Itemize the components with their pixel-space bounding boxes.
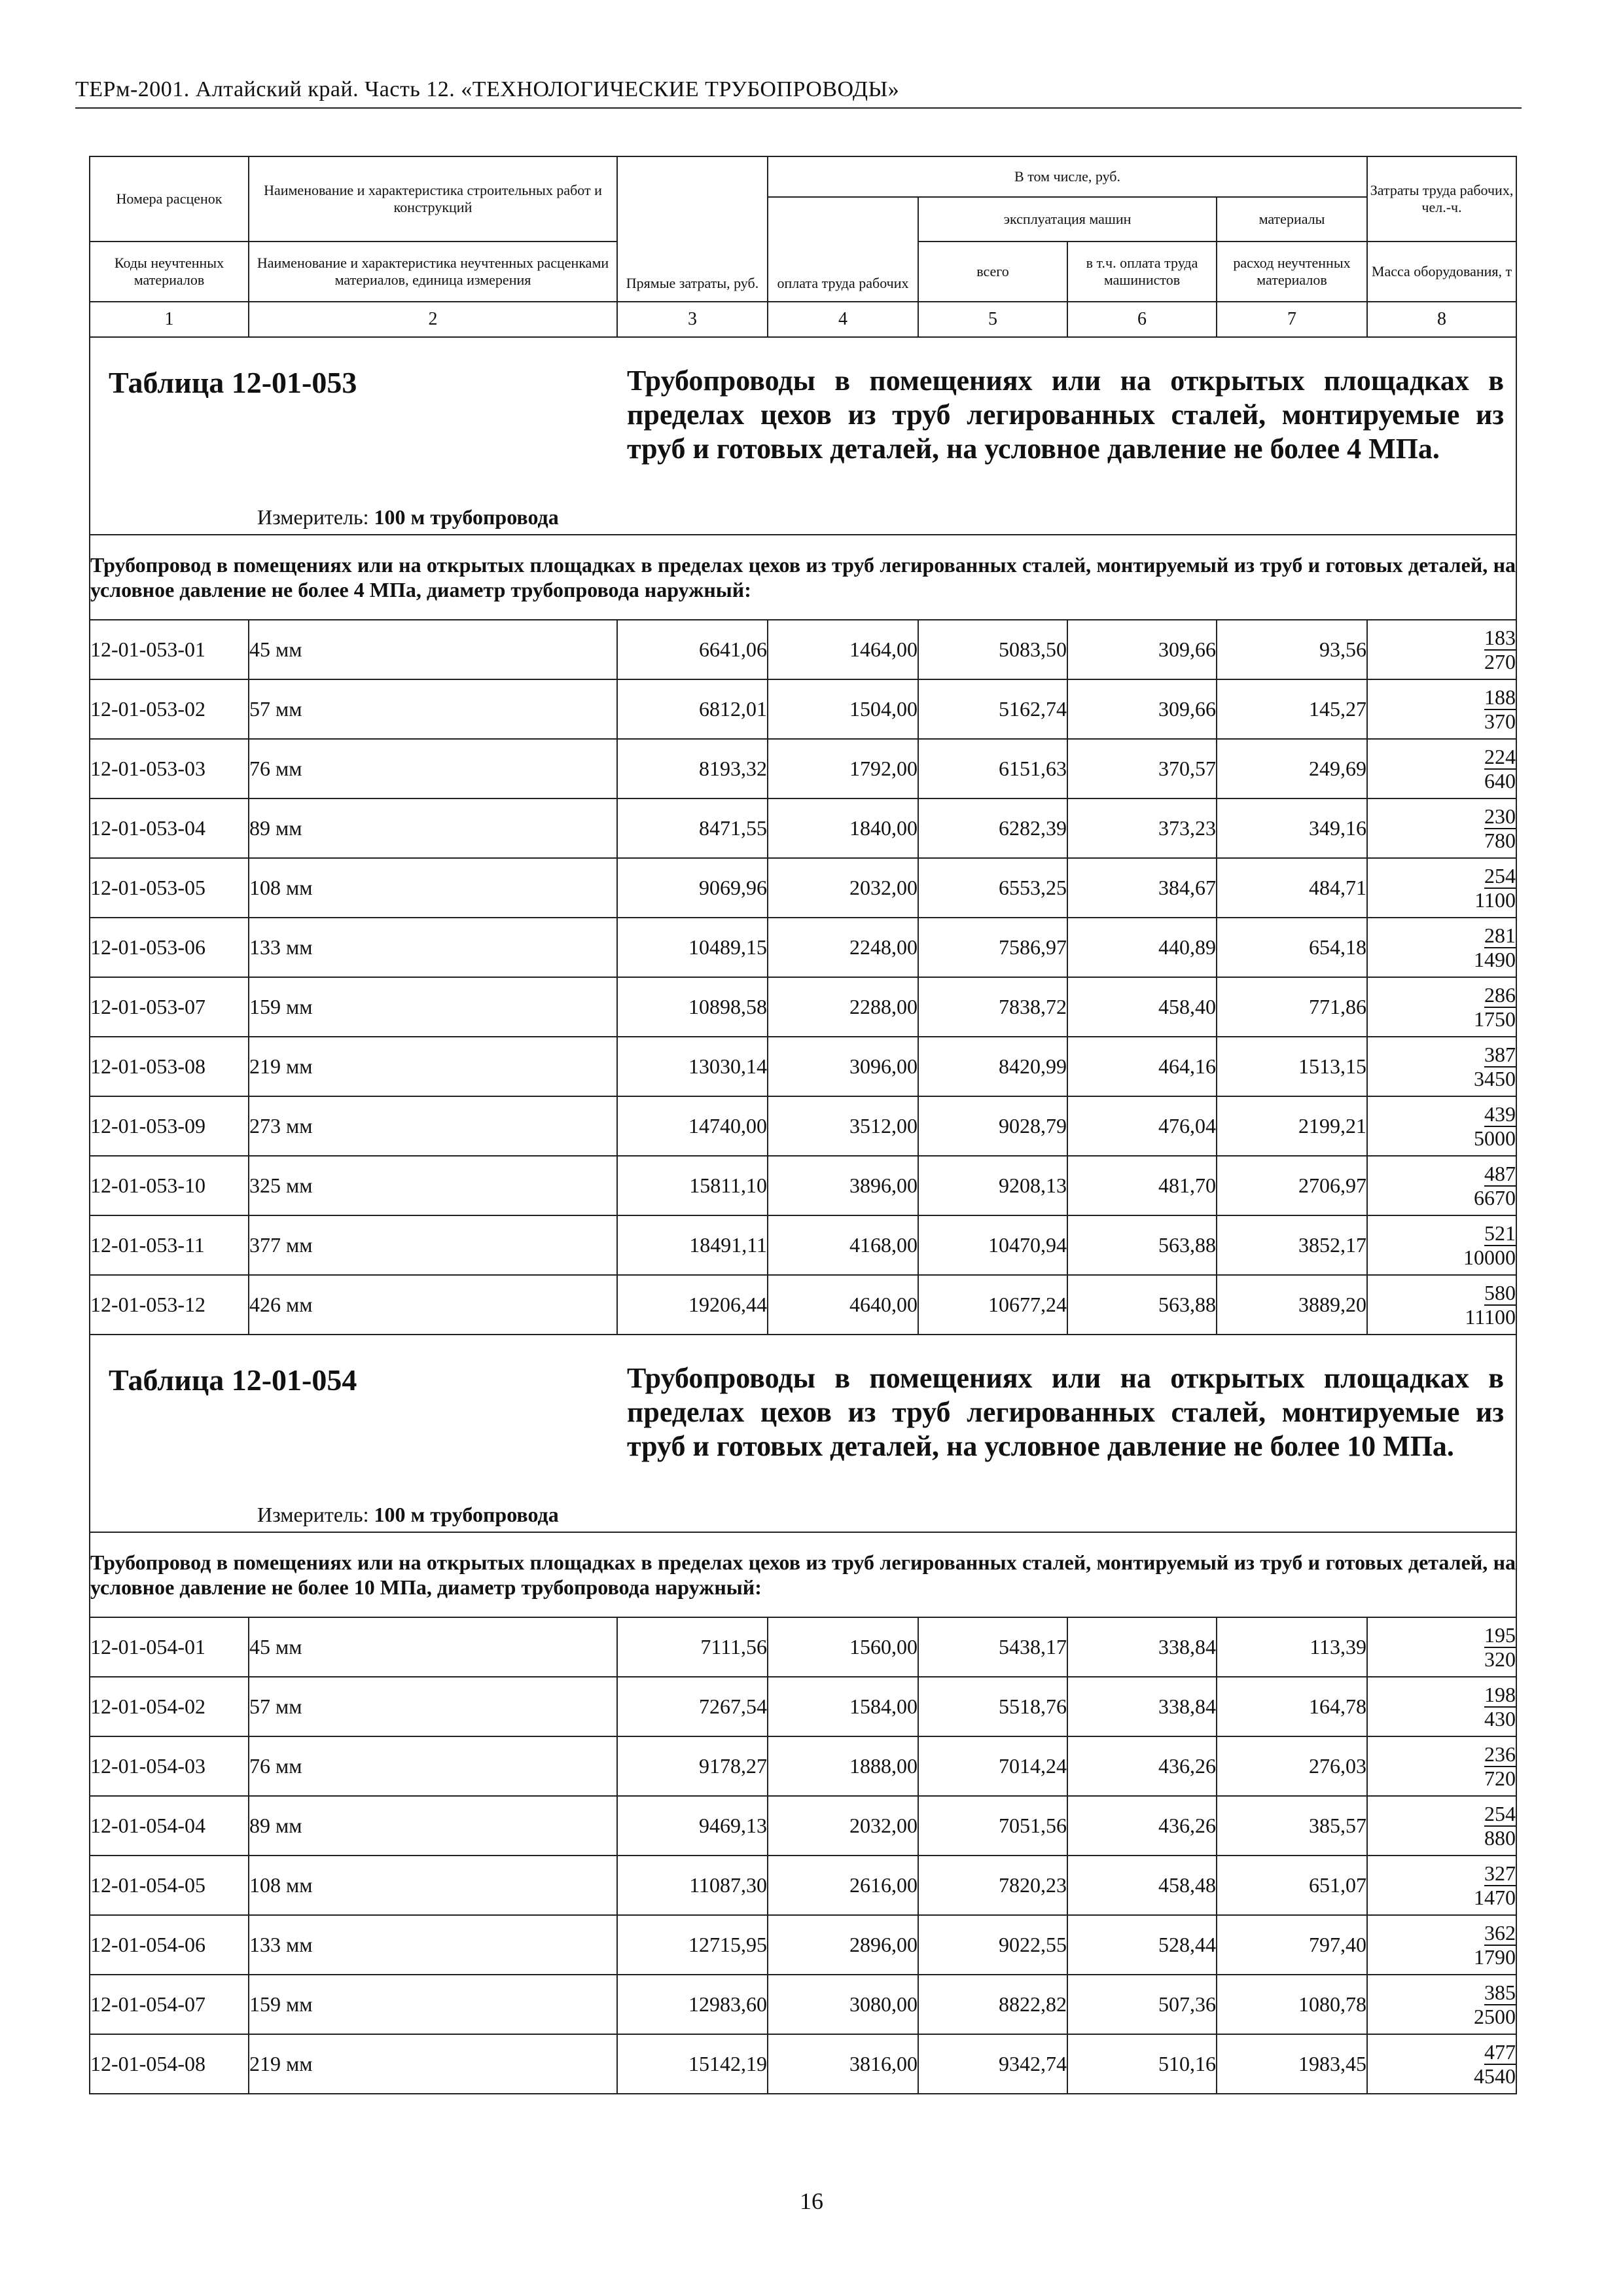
pipe-diameter: 325 мм: [249, 1156, 617, 1215]
pipe-diameter: 108 мм: [249, 858, 617, 918]
labor-pay: 1464,00: [768, 620, 918, 679]
machinists-pay: 563,88: [1067, 1275, 1217, 1335]
col-number: 4: [768, 302, 918, 337]
table-row: [90, 1275, 1516, 1335]
table-row: [90, 620, 1516, 679]
machines-total: 7820,23: [918, 1856, 1067, 1915]
equipment-mass: 1490: [1474, 948, 1516, 971]
machinists-pay: 507,36: [1067, 1975, 1217, 2034]
pipe-diameter: 159 мм: [249, 977, 617, 1037]
equipment-mass: 2500: [1474, 2005, 1516, 2028]
machines-total: 7586,97: [918, 918, 1067, 977]
pipe-diameter: 57 мм: [249, 1677, 617, 1736]
labor-hours: 230: [1484, 804, 1516, 828]
measure-label: Измеритель:: [257, 505, 369, 529]
labor-mass-fraction: [1367, 1215, 1516, 1275]
labor-hours: 198: [1484, 1683, 1516, 1706]
labor-hours: 487: [1484, 1162, 1516, 1185]
col-number: 8: [1367, 302, 1516, 337]
table-row: [90, 679, 1516, 739]
machines-total: 5518,76: [918, 1677, 1067, 1736]
machinists-pay: 309,66: [1067, 679, 1217, 739]
labor-mass-fraction: [1367, 2034, 1516, 2094]
labor-mass-fraction: [1367, 1037, 1516, 1096]
hdr-labor-cost: Затраты труда рабочих, чел.-ч.: [1367, 156, 1516, 242]
section-header-row: [90, 337, 1516, 535]
labor-mass-fraction: [1367, 1275, 1516, 1335]
table-row: [90, 918, 1516, 977]
rate-code: 12-01-053-05: [90, 858, 249, 918]
labor-pay: 2032,00: [768, 858, 918, 918]
pipe-diameter: 89 мм: [249, 1796, 617, 1856]
materials-cost: 249,69: [1217, 739, 1367, 798]
rate-code: 12-01-054-02: [90, 1677, 249, 1736]
equipment-mass: 720: [1484, 1767, 1516, 1790]
labor-mass-fraction: [1367, 1736, 1516, 1796]
table-row: [90, 2034, 1516, 2094]
price-table: [89, 156, 1517, 2094]
section-title: Трубопроводы в помещениях или на открытых площадках в пределах цехов из труб легированных сталей, монтируемые из труб и готовых деталей, на условное давление не более 10 МПа.: [627, 1362, 1504, 1462]
labor-mass-fraction: [1367, 1156, 1516, 1215]
rate-code: 12-01-053-04: [90, 798, 249, 858]
direct-costs: 8471,55: [617, 798, 768, 858]
machines-total: 6282,39: [918, 798, 1067, 858]
labor-pay: 3096,00: [768, 1037, 918, 1096]
section-label: Таблица 12-01-054: [109, 1363, 357, 1397]
col-number: 5: [918, 302, 1067, 337]
machinists-pay: 384,67: [1067, 858, 1217, 918]
labor-pay: 1840,00: [768, 798, 918, 858]
table-row: [90, 977, 1516, 1037]
hdr-total: всего: [918, 242, 1067, 302]
table-row: [90, 1796, 1516, 1856]
machinists-pay: 476,04: [1067, 1096, 1217, 1156]
rate-code: 12-01-054-08: [90, 2034, 249, 2094]
equipment-mass: 3450: [1474, 1067, 1516, 1090]
machines-total: 7014,24: [918, 1736, 1067, 1796]
direct-costs: 7267,54: [617, 1677, 768, 1736]
equipment-mass: 6670: [1474, 1186, 1516, 1210]
machines-total: 10677,24: [918, 1275, 1067, 1335]
materials-cost: 1080,78: [1217, 1975, 1367, 2034]
equipment-mass: 10000: [1463, 1246, 1516, 1269]
col-number: 3: [617, 302, 768, 337]
materials-cost: 385,57: [1217, 1796, 1367, 1856]
labor-pay: 2288,00: [768, 977, 918, 1037]
machinists-pay: 338,84: [1067, 1617, 1217, 1677]
labor-mass-fraction: [1367, 1096, 1516, 1156]
rate-code: 12-01-053-03: [90, 739, 249, 798]
direct-costs: 14740,00: [617, 1096, 768, 1156]
labor-pay: 1584,00: [768, 1677, 918, 1736]
labor-pay: 3512,00: [768, 1096, 918, 1156]
rate-code: 12-01-054-07: [90, 1975, 249, 2034]
table-row: [90, 1915, 1516, 1975]
machinists-pay: 373,23: [1067, 798, 1217, 858]
rate-code: 12-01-053-06: [90, 918, 249, 977]
labor-hours: 188: [1484, 685, 1516, 709]
page-header: ТЕРм-2001. Алтайский край. Часть 12. «ТЕХНОЛОГИЧЕСКИЕ ТРУБОПРОВОДЫ»: [75, 77, 900, 101]
materials-cost: 651,07: [1217, 1856, 1367, 1915]
labor-hours: 362: [1484, 1921, 1516, 1945]
rate-code: 12-01-053-07: [90, 977, 249, 1037]
pipe-diameter: 57 мм: [249, 679, 617, 739]
labor-hours: 224: [1484, 745, 1516, 768]
machinists-pay: 338,84: [1067, 1677, 1217, 1736]
pipe-diameter: 377 мм: [249, 1215, 617, 1275]
labor-hours: 580: [1484, 1281, 1516, 1304]
machines-total: 6553,25: [918, 858, 1067, 918]
pipe-diameter: 76 мм: [249, 739, 617, 798]
materials-cost: 2199,21: [1217, 1096, 1367, 1156]
machinists-pay: 436,26: [1067, 1796, 1217, 1856]
section-description-row: [90, 1532, 1516, 1617]
equipment-mass: 320: [1484, 1647, 1516, 1671]
direct-costs: 9178,27: [617, 1736, 768, 1796]
pipe-diameter: 273 мм: [249, 1096, 617, 1156]
table-row: [90, 739, 1516, 798]
direct-costs: 18491,11: [617, 1215, 768, 1275]
machines-total: 5083,50: [918, 620, 1067, 679]
col-number: 7: [1217, 302, 1367, 337]
direct-costs: 12983,60: [617, 1975, 768, 2034]
section-header: [90, 1335, 1516, 1532]
section-label: Таблица 12-01-053: [109, 366, 357, 399]
hdr-mass: Масса оборудования, т: [1367, 242, 1516, 302]
materials-cost: 797,40: [1217, 1915, 1367, 1975]
direct-costs: 19206,44: [617, 1275, 768, 1335]
table-row: [90, 1215, 1516, 1275]
machinists-pay: 464,16: [1067, 1037, 1217, 1096]
labor-pay: 1504,00: [768, 679, 918, 739]
direct-costs: 6641,06: [617, 620, 768, 679]
direct-costs: 9069,96: [617, 858, 768, 918]
labor-hours: 521: [1484, 1221, 1516, 1245]
machines-total: 10470,94: [918, 1215, 1067, 1275]
hdr-name2: Наименование и характеристика неучтенных расценками материалов, единица измерения: [249, 242, 617, 302]
labor-mass-fraction: [1367, 798, 1516, 858]
rate-code: 12-01-053-01: [90, 620, 249, 679]
pipe-diameter: 89 мм: [249, 798, 617, 858]
equipment-mass: 11100: [1465, 1305, 1516, 1329]
materials-cost: 3852,17: [1217, 1215, 1367, 1275]
table-row: [90, 1037, 1516, 1096]
hdr-codes: Номера расценок: [90, 156, 249, 242]
direct-costs: 10898,58: [617, 977, 768, 1037]
section-measure: [257, 1503, 559, 1527]
hdr-codes2: Коды неучтенных материалов: [90, 242, 249, 302]
rate-code: 12-01-053-12: [90, 1275, 249, 1335]
rate-code: 12-01-053-02: [90, 679, 249, 739]
section-header-row: [90, 1335, 1516, 1532]
hdr-direct: Прямые затраты, руб.: [617, 156, 768, 302]
labor-hours: 281: [1484, 924, 1516, 947]
table-row: [90, 1156, 1516, 1215]
direct-costs: 6812,01: [617, 679, 768, 739]
machines-total: 8822,82: [918, 1975, 1067, 2034]
direct-costs: 12715,95: [617, 1915, 768, 1975]
labor-pay: 2616,00: [768, 1856, 918, 1915]
labor-mass-fraction: [1367, 858, 1516, 918]
rate-code: 12-01-054-01: [90, 1617, 249, 1677]
rate-code: 12-01-054-03: [90, 1736, 249, 1796]
labor-hours: 254: [1484, 864, 1516, 888]
labor-hours: 439: [1484, 1102, 1516, 1126]
machinists-pay: 481,70: [1067, 1156, 1217, 1215]
measure-value: 100 м трубопровода: [374, 505, 559, 529]
machinists-pay: 458,48: [1067, 1856, 1217, 1915]
labor-pay: 3896,00: [768, 1156, 918, 1215]
col-number: 1: [90, 302, 249, 337]
labor-pay: 4168,00: [768, 1215, 918, 1275]
pipe-diameter: 133 мм: [249, 1915, 617, 1975]
pipe-diameter: 45 мм: [249, 1617, 617, 1677]
machinists-pay: 458,40: [1067, 977, 1217, 1037]
pipe-diameter: 219 мм: [249, 2034, 617, 2094]
materials-cost: 1513,15: [1217, 1037, 1367, 1096]
equipment-mass: 5000: [1474, 1126, 1516, 1150]
labor-hours: 236: [1484, 1742, 1516, 1766]
equipment-mass: 1470: [1474, 1886, 1516, 1909]
machines-total: 8420,99: [918, 1037, 1067, 1096]
materials-cost: 349,16: [1217, 798, 1367, 858]
labor-mass-fraction: [1367, 1856, 1516, 1915]
labor-mass-fraction: [1367, 1796, 1516, 1856]
equipment-mass: 640: [1484, 769, 1516, 793]
machinists-pay: 563,88: [1067, 1215, 1217, 1275]
table-row: [90, 1736, 1516, 1796]
equipment-mass: 1100: [1474, 888, 1516, 912]
col-number: 6: [1067, 302, 1217, 337]
labor-pay: 2032,00: [768, 1796, 918, 1856]
labor-pay: 1560,00: [768, 1617, 918, 1677]
materials-cost: 484,71: [1217, 858, 1367, 918]
rate-code: 12-01-053-08: [90, 1037, 249, 1096]
machines-total: 5438,17: [918, 1617, 1067, 1677]
materials-cost: 164,78: [1217, 1677, 1367, 1736]
machines-total: 6151,63: [918, 739, 1067, 798]
table-row: [90, 798, 1516, 858]
direct-costs: 15811,10: [617, 1156, 768, 1215]
measure-value: 100 м трубопровода: [374, 1503, 559, 1526]
equipment-mass: 1750: [1474, 1007, 1516, 1031]
hdr-mat-cons: расход неучтенных материалов: [1217, 242, 1367, 302]
rate-code: 12-01-053-09: [90, 1096, 249, 1156]
hdr-name: Наименование и характеристика строительных работ и конструкций: [249, 156, 617, 242]
labor-pay: 1792,00: [768, 739, 918, 798]
labor-mass-fraction: [1367, 918, 1516, 977]
col-number: 2: [249, 302, 617, 337]
equipment-mass: 880: [1484, 1826, 1516, 1850]
hdr-labor: оплата труда рабочих: [768, 197, 918, 302]
machines-total: 9342,74: [918, 2034, 1067, 2094]
hdr-incl: В том числе, руб.: [768, 156, 1367, 197]
materials-cost: 113,39: [1217, 1617, 1367, 1677]
materials-cost: 276,03: [1217, 1736, 1367, 1796]
labor-pay: 4640,00: [768, 1275, 918, 1335]
labor-hours: 195: [1484, 1623, 1516, 1647]
labor-hours: 254: [1484, 1802, 1516, 1825]
machines-total: 9028,79: [918, 1096, 1067, 1156]
pipe-diameter: 108 мм: [249, 1856, 617, 1915]
machinists-pay: 440,89: [1067, 918, 1217, 977]
materials-cost: 93,56: [1217, 620, 1367, 679]
header-rule: [75, 107, 1522, 109]
labor-mass-fraction: [1367, 1975, 1516, 2034]
direct-costs: 7111,56: [617, 1617, 768, 1677]
direct-costs: 9469,13: [617, 1796, 768, 1856]
pipe-diameter: 133 мм: [249, 918, 617, 977]
hdr-incl-mach: в т.ч. оплата труда машинистов: [1067, 242, 1217, 302]
equipment-mass: 1790: [1474, 1945, 1516, 1969]
pipe-diameter: 76 мм: [249, 1736, 617, 1796]
labor-hours: 183: [1484, 626, 1516, 649]
machines-total: 7838,72: [918, 977, 1067, 1037]
machinists-pay: 309,66: [1067, 620, 1217, 679]
labor-mass-fraction: [1367, 977, 1516, 1037]
rate-code: 12-01-054-04: [90, 1796, 249, 1856]
section-description: Трубопровод в помещениях или на открытых площадках в пределах цехов из труб легированных сталей, монтируемый из труб и готовых деталей, на условное давление не более 10 МПа, диаметр трубопровода наружный:: [90, 1532, 1516, 1617]
table-row: [90, 1975, 1516, 2034]
labor-pay: 2896,00: [768, 1915, 918, 1975]
labor-hours: 286: [1484, 983, 1516, 1007]
pipe-diameter: 426 мм: [249, 1275, 617, 1335]
labor-mass-fraction: [1367, 739, 1516, 798]
machinists-pay: 528,44: [1067, 1915, 1217, 1975]
section-title: Трубопроводы в помещениях или на открытых площадках в пределах цехов из труб легированных сталей, монтируемые из труб и готовых деталей, на условное давление не более 4 МПа.: [627, 365, 1504, 465]
direct-costs: 13030,14: [617, 1037, 768, 1096]
pipe-diameter: 159 мм: [249, 1975, 617, 2034]
page-number: 16: [800, 2188, 823, 2214]
materials-cost: 3889,20: [1217, 1275, 1367, 1335]
table-row: [90, 1617, 1516, 1677]
machines-total: 9022,55: [918, 1915, 1067, 1975]
labor-pay: 2248,00: [768, 918, 918, 977]
labor-hours: 387: [1484, 1043, 1516, 1066]
equipment-mass: 780: [1484, 829, 1516, 852]
pipe-diameter: 219 мм: [249, 1037, 617, 1096]
machines-total: 9208,13: [918, 1156, 1067, 1215]
labor-mass-fraction: [1367, 1915, 1516, 1975]
machinists-pay: 370,57: [1067, 739, 1217, 798]
measure-label: Измеритель:: [257, 1503, 369, 1526]
labor-mass-fraction: [1367, 1617, 1516, 1677]
direct-costs: 8193,32: [617, 739, 768, 798]
rate-code: 12-01-054-06: [90, 1915, 249, 1975]
section-measure: [257, 505, 559, 529]
direct-costs: 15142,19: [617, 2034, 768, 2094]
equipment-mass: 270: [1484, 650, 1516, 673]
equipment-mass: 4540: [1474, 2064, 1516, 2088]
rate-code: 12-01-053-10: [90, 1156, 249, 1215]
materials-cost: 145,27: [1217, 679, 1367, 739]
labor-mass-fraction: [1367, 620, 1516, 679]
machines-total: 5162,74: [918, 679, 1067, 739]
pipe-diameter: 45 мм: [249, 620, 617, 679]
section-header: [90, 337, 1516, 535]
machinists-pay: 436,26: [1067, 1736, 1217, 1796]
labor-hours: 327: [1484, 1861, 1516, 1885]
labor-pay: 3816,00: [768, 2034, 918, 2094]
rate-code: 12-01-053-11: [90, 1215, 249, 1275]
labor-pay: 3080,00: [768, 1975, 918, 2034]
labor-hours: 385: [1484, 1981, 1516, 2004]
section-description: Трубопровод в помещениях или на открытых площадках в пределах цехов из труб легированных сталей, монтируемый из труб и готовых деталей, на условное давление не более 4 МПа, диаметр трубопровода наружный:: [90, 535, 1516, 620]
labor-hours: 477: [1484, 2040, 1516, 2064]
table-row: [90, 1677, 1516, 1736]
equipment-mass: 370: [1484, 709, 1516, 733]
materials-cost: 2706,97: [1217, 1156, 1367, 1215]
col-number-row: [90, 302, 1516, 337]
labor-mass-fraction: [1367, 679, 1516, 739]
materials-cost: 654,18: [1217, 918, 1367, 977]
table-row: [90, 1856, 1516, 1915]
direct-costs: 11087,30: [617, 1856, 768, 1915]
materials-cost: 771,86: [1217, 977, 1367, 1037]
equipment-mass: 430: [1484, 1707, 1516, 1731]
table-row: [90, 858, 1516, 918]
materials-cost: 1983,45: [1217, 2034, 1367, 2094]
hdr-machines: эксплуатация машин: [918, 197, 1217, 242]
labor-mass-fraction: [1367, 1677, 1516, 1736]
section-description-row: [90, 535, 1516, 620]
hdr-materials: материалы: [1217, 197, 1367, 242]
rate-code: 12-01-054-05: [90, 1856, 249, 1915]
direct-costs: 10489,15: [617, 918, 768, 977]
machinists-pay: 510,16: [1067, 2034, 1217, 2094]
labor-pay: 1888,00: [768, 1736, 918, 1796]
machines-total: 7051,56: [918, 1796, 1067, 1856]
table-row: [90, 1096, 1516, 1156]
